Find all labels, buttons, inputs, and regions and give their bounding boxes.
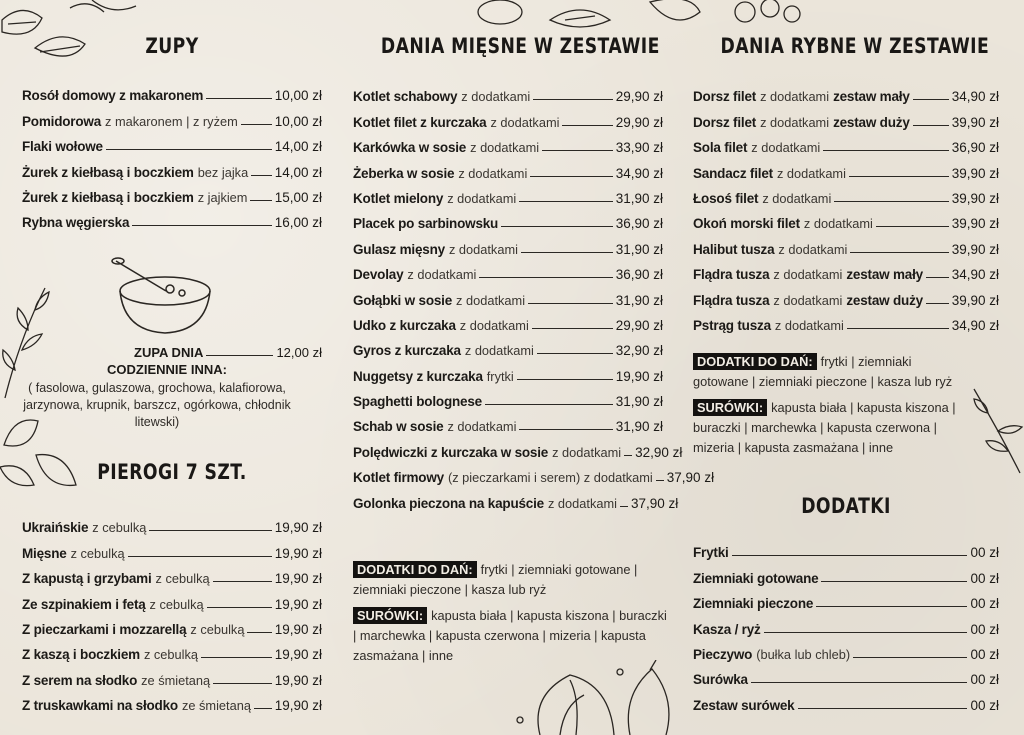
- item-note: z cebulką: [70, 545, 125, 561]
- item-note: z dodatkami: [774, 317, 844, 333]
- item-note: z dodatkami: [459, 317, 529, 333]
- item-price: 31,90 zł: [615, 190, 663, 206]
- item-note: z dodatkami: [751, 140, 821, 156]
- item-name: Flaki wołowe: [22, 139, 103, 155]
- item-name: Golonka pieczona na kapuście: [353, 495, 544, 511]
- menu-item-row: [693, 611, 999, 636]
- item-price: 31,90 zł: [615, 241, 663, 257]
- menu-item-row: [693, 155, 999, 180]
- menu-item-row: [353, 409, 663, 434]
- leader-line: [913, 99, 949, 100]
- leader-line: [562, 125, 612, 126]
- leader-line: [206, 355, 273, 356]
- leader-line: [132, 225, 271, 226]
- item-variant: zestaw duży: [833, 114, 910, 130]
- item-price: 19,90 zł: [274, 647, 322, 663]
- leader-line: [247, 632, 271, 633]
- item-note: ze śmietaną: [141, 672, 211, 688]
- item-price: 39,90 zł: [951, 165, 999, 181]
- menu-item-row: [693, 308, 999, 333]
- leader-line: [816, 606, 967, 607]
- item-name: Pomidorowa: [22, 113, 102, 129]
- item-price: 00 zł: [970, 621, 999, 637]
- item-note: z dodatkami: [803, 216, 873, 232]
- leader-line: [533, 99, 612, 100]
- item-note: z dodatkami: [552, 444, 622, 460]
- miesne-extras: [353, 560, 673, 666]
- item-note: z dodatkami: [448, 241, 518, 257]
- zupa-dnia-price: 12,00 zł: [276, 345, 322, 360]
- leader-line: [847, 328, 949, 329]
- leader-line: [821, 581, 967, 582]
- item-name: Flądra tusza: [693, 292, 770, 308]
- item-price: 31,90 zł: [615, 419, 663, 435]
- item-name: Schab w sosie: [353, 419, 444, 435]
- item-note: bez jajka: [197, 164, 249, 180]
- item-name: Gyros z kurczaka: [353, 343, 461, 359]
- item-note: z dodatkami: [762, 190, 832, 206]
- item-note: z dodatkami: [447, 419, 517, 435]
- dodatki-list: [693, 535, 999, 713]
- leader-line: [834, 201, 948, 202]
- menu-item-row: [693, 130, 999, 155]
- menu-item-row: [22, 535, 322, 560]
- leader-line: [501, 226, 613, 227]
- item-price: 19,90 zł: [274, 596, 322, 612]
- item-price: 19,90 zł: [274, 621, 322, 637]
- menu-item-row: [353, 130, 663, 155]
- item-note: z dodatkami: [456, 292, 526, 308]
- item-name: Gołąbki w sosie: [353, 292, 453, 308]
- menu-item-row: [22, 637, 322, 662]
- item-note: z dodatkami: [407, 267, 477, 283]
- leader-line: [751, 682, 968, 683]
- menu-item-row: [353, 384, 663, 409]
- item-price: 15,00 zł: [274, 189, 322, 205]
- menu-item-row: [22, 688, 322, 713]
- item-note: z dodatkami: [760, 114, 830, 130]
- leader-line: [537, 353, 613, 354]
- leader-line: [542, 150, 613, 151]
- item-name: Placek po sarbinowsku: [353, 216, 499, 232]
- cabbage-onion-sketch-icon: [510, 660, 680, 735]
- item-note: z cebulką: [190, 621, 245, 637]
- item-price: 31,90 zł: [615, 394, 663, 410]
- item-note: z dodatkami: [447, 190, 517, 206]
- item-price: 10,00 zł: [274, 113, 322, 129]
- menu-item-row: [693, 231, 999, 256]
- item-name: Łosoś filet: [693, 190, 759, 206]
- item-note: z cebulką: [92, 520, 147, 536]
- item-name: Okoń morski filet: [693, 216, 800, 232]
- leader-line: [106, 149, 272, 150]
- item-name: Z kapustą i grzybami: [22, 571, 152, 587]
- item-name: Rosół domowy z makaronem: [22, 88, 204, 104]
- item-price: 32,90 zł: [635, 444, 683, 460]
- menu-item-row: [353, 181, 663, 206]
- leader-line: [624, 455, 632, 456]
- item-note: z dodatkami: [773, 267, 843, 283]
- leader-line: [254, 708, 272, 709]
- item-note: z dodatkami: [778, 241, 848, 257]
- menu-item-row: [693, 282, 999, 307]
- item-price: 39,90 zł: [951, 190, 999, 206]
- menu-item-row: [693, 79, 999, 104]
- zupa-dnia-list: ( fasolowa, gulaszowa, grochowa, kalafiorowa, jarzynowa, krupnik, barszcz, ogórkowa, chłodnik litewski): [23, 381, 291, 429]
- item-name: Ukraińskie: [22, 520, 89, 536]
- menu-item-row: [353, 333, 663, 358]
- item-price: 39,90 zł: [951, 216, 999, 232]
- leader-line: [251, 175, 272, 176]
- item-price: 19,90 zł: [274, 571, 322, 587]
- item-price: 14,00 zł: [274, 164, 322, 180]
- item-price: 19,90 zł: [274, 672, 322, 688]
- leader-line: [798, 708, 968, 709]
- item-price: 32,90 zł: [615, 343, 663, 359]
- leader-line: [250, 200, 271, 201]
- menu-item-row: [22, 662, 322, 687]
- item-name: Sola filet: [693, 140, 748, 156]
- menu-item-row: [353, 308, 663, 333]
- leader-line: [519, 429, 612, 430]
- menu-item-row: [693, 560, 999, 585]
- item-name: Kotlet mielony: [353, 190, 444, 206]
- item-note: (bułka lub chleb): [756, 646, 851, 662]
- item-price: 39,90 zł: [951, 292, 999, 308]
- menu-item-row: [693, 257, 999, 282]
- item-name: Żurek z kiełbasą i boczkiem: [22, 189, 194, 205]
- item-name: Sandacz filet: [693, 165, 773, 181]
- pierogi-list: [22, 510, 322, 713]
- menu-item-row: [693, 637, 999, 662]
- herb-branch-right-icon: [970, 385, 1024, 475]
- section-title-rybne: DANIA RYBNE W ZESTAWIE: [720, 34, 990, 58]
- item-name: Żeberka w sosie: [353, 165, 455, 181]
- leader-line: [517, 379, 613, 380]
- menu-item-row: [22, 129, 322, 154]
- item-price: 00 zł: [970, 697, 999, 713]
- item-price: 34,90 zł: [951, 267, 999, 283]
- item-name: Zestaw surówek: [693, 697, 795, 713]
- menu-item-row: [22, 103, 322, 128]
- item-name: Pstrąg tusza: [693, 317, 771, 333]
- zupa-dnia-name: ZUPA DNIA: [134, 345, 204, 360]
- item-price: 37,90 zł: [630, 495, 679, 511]
- menu-item-row: [22, 78, 322, 103]
- item-note: z dodatkami: [773, 292, 843, 308]
- item-price: 36,90 zł: [615, 267, 663, 283]
- menu-item-row: [353, 282, 663, 307]
- leader-line: [213, 581, 272, 582]
- item-name: Ziemniaki pieczone: [693, 596, 814, 612]
- leader-line: [732, 555, 968, 556]
- menu-item-row: [353, 434, 683, 460]
- leader-line: [519, 201, 612, 202]
- item-price: 00 zł: [970, 646, 999, 662]
- item-name: Z kaszą i boczkiem: [22, 647, 140, 663]
- menu-item-row: [353, 460, 715, 486]
- zupa-dnia-block: [22, 345, 322, 431]
- item-note: z cebulką: [149, 596, 204, 612]
- item-price: 00 zł: [970, 545, 999, 561]
- menu-item-row: [693, 104, 999, 129]
- item-price: 16,00 zł: [274, 215, 322, 231]
- rybne-list: [693, 79, 999, 333]
- item-name: Dorsz filet: [693, 114, 757, 130]
- leader-line: [764, 632, 968, 633]
- leader-line: [530, 176, 612, 177]
- section-title-miesne: DANIA MIĘSNE W ZESTAWIE: [380, 34, 660, 58]
- leader-line: [201, 657, 272, 658]
- item-price: 14,00 zł: [274, 139, 322, 155]
- menu-item-row: [22, 154, 322, 179]
- item-price: 34,90 zł: [951, 89, 999, 105]
- item-name: Karkówka w sosie: [353, 140, 467, 156]
- leader-line: [926, 277, 949, 278]
- item-price: 31,90 zł: [615, 292, 663, 308]
- item-note: z dodatkami: [490, 114, 560, 130]
- leader-line: [913, 125, 949, 126]
- section-title-pierogi: PIEROGI 7 SZT.: [97, 460, 247, 484]
- item-price: 00 zł: [970, 570, 999, 586]
- item-name: Żurek z kiełbasą i boczkiem: [22, 164, 194, 180]
- item-name: Mięsne: [22, 545, 67, 561]
- item-name: Surówka: [693, 672, 748, 688]
- item-note: frytki: [486, 368, 514, 384]
- menu-item-row: [353, 358, 663, 383]
- leader-line: [521, 252, 613, 253]
- leader-line: [528, 303, 613, 304]
- leader-line: [532, 328, 613, 329]
- leader-line: [620, 506, 628, 507]
- item-price: 19,90 zł: [615, 368, 663, 384]
- item-name: Polędwiczki z kurczaka w sosie: [353, 444, 549, 460]
- section-title-dodatki: DODATKI: [801, 494, 891, 518]
- item-price: 39,90 zł: [951, 114, 999, 130]
- leader-line: [926, 303, 949, 304]
- item-name: Kasza / ryż: [693, 621, 761, 637]
- item-price: 34,90 zł: [615, 165, 663, 181]
- menu-item-row: [693, 535, 999, 560]
- rybne-extras: [693, 352, 968, 458]
- menu-item-row: [353, 231, 663, 256]
- item-name: Dorsz filet: [693, 89, 757, 105]
- item-price: 29,90 zł: [615, 114, 663, 130]
- surowki-tag: SURÓWKI:: [693, 399, 767, 416]
- item-name: Udko z kurczaka: [353, 317, 456, 333]
- item-note: z dodatkami: [458, 165, 528, 181]
- dodatki-text: frytki | ziemniaki gotowane | ziemniaki pieczone | kasza lub ryż: [693, 354, 953, 389]
- menu-item-row: [353, 79, 663, 104]
- leader-line: [207, 607, 272, 608]
- item-price: 29,90 zł: [615, 317, 663, 333]
- item-name: Frytki: [693, 545, 729, 561]
- item-price: 10,00 zł: [274, 88, 322, 104]
- item-note: ze śmietaną: [181, 698, 251, 714]
- item-note: z dodatkami: [760, 89, 830, 105]
- item-price: 39,90 zł: [951, 241, 999, 257]
- item-price: 19,90 zł: [274, 698, 322, 714]
- miesne-list: [353, 79, 715, 511]
- leader-line: [479, 277, 612, 278]
- menu-item-row: [693, 662, 999, 687]
- leader-line: [485, 404, 613, 405]
- item-price: 19,90 zł: [274, 520, 322, 536]
- item-note: z dodatkami: [470, 140, 540, 156]
- item-name: Ziemniaki gotowane: [693, 570, 819, 586]
- menu-item-row: [693, 206, 999, 231]
- menu-item-row: [353, 155, 663, 180]
- menu-item-row: [693, 586, 999, 611]
- item-variant: zestaw mały: [833, 89, 910, 105]
- item-price: 33,90 zł: [615, 140, 663, 156]
- item-price: 19,90 zł: [274, 545, 322, 561]
- item-note: z dodatkami: [464, 343, 534, 359]
- leader-line: [823, 150, 948, 151]
- leader-line: [149, 530, 271, 531]
- item-price: 29,90 zł: [615, 89, 663, 105]
- leader-line: [850, 252, 948, 253]
- item-name: Flądra tusza: [693, 267, 770, 283]
- item-note: z dodatkami: [461, 89, 531, 105]
- zupy-list: [22, 78, 322, 230]
- item-note: z cebulką: [143, 647, 199, 663]
- menu-item-row: [22, 561, 322, 586]
- item-name: Devolay: [353, 267, 404, 283]
- menu-item-row: [353, 104, 663, 129]
- item-name: Halibut tusza: [693, 241, 775, 257]
- item-name: Z truskawkami na słodko: [22, 698, 178, 714]
- item-variant: zestaw mały: [846, 267, 923, 283]
- leader-line: [206, 98, 271, 99]
- item-name: Gulasz mięsny: [353, 241, 445, 257]
- zupa-dnia-subtitle: CODZIENNIE INNA:: [107, 362, 227, 377]
- item-name: Ze szpinakiem i fetą: [22, 596, 146, 612]
- item-note: z makaronem | z ryżem: [105, 113, 238, 129]
- item-price: 00 zł: [970, 596, 999, 612]
- menu-item-row: [693, 687, 999, 712]
- item-note: z dodatkami: [776, 165, 846, 181]
- menu-item-row: [693, 181, 999, 206]
- leader-line: [876, 226, 949, 227]
- surowki-text: kapusta biała | kapusta kiszona | buraczki | marchewka | kapusta czerwona | mizeria | kapusta zasmażana | inne: [353, 608, 667, 663]
- menu-item-row: [353, 257, 663, 282]
- item-price: 34,90 zł: [951, 317, 999, 333]
- leader-line: [853, 657, 967, 658]
- dodatki-tag: DODATKI DO DAŃ:: [693, 353, 817, 370]
- soup-bowl-icon: [110, 255, 220, 340]
- item-variant: zestaw duży: [846, 292, 923, 308]
- item-price: 37,90 zł: [666, 470, 715, 486]
- item-name: Rybna węgierska: [22, 215, 130, 231]
- item-name: Kotlet schabowy: [353, 89, 458, 105]
- item-note: (z pieczarkami i serem) z dodatkami: [447, 470, 653, 486]
- dodatki-tag: DODATKI DO DAŃ:: [353, 561, 477, 578]
- menu-item-row: [22, 510, 322, 535]
- item-note: z cebulką: [155, 571, 210, 587]
- item-name: Kotlet filet z kurczaka: [353, 114, 487, 130]
- item-price: 00 zł: [970, 672, 999, 688]
- item-name: Pieczywo: [693, 646, 753, 662]
- dodatki-text: frytki | ziemniaki gotowane | ziemniaki pieczone | kasza lub ryż: [353, 562, 638, 597]
- item-name: Kotlet firmowy: [353, 470, 444, 486]
- item-note: z dodatkami: [547, 495, 617, 511]
- menu-item-row: [353, 206, 663, 231]
- item-name: Z pieczarkami i mozzarellą: [22, 621, 187, 637]
- menu-item-row: [22, 180, 322, 205]
- leader-line: [241, 124, 272, 125]
- menu-item-row: [22, 586, 322, 611]
- leader-line: [656, 480, 664, 481]
- leader-line: [213, 683, 272, 684]
- section-title-zupy: ZUPY: [145, 34, 199, 58]
- surowki-text: kapusta biała | kapusta kiszona | buraczki | marchewka | kapusta czerwona | mizeria | kapusta zasmażana | inne: [693, 400, 956, 455]
- leader-line: [128, 556, 272, 557]
- item-price: 36,90 zł: [951, 140, 999, 156]
- item-note: z jajkiem: [197, 189, 248, 205]
- item-name: Nuggetsy z kurczaka: [353, 368, 483, 384]
- item-price: 36,90 zł: [615, 216, 663, 232]
- item-name: Z serem na słodko: [22, 672, 138, 688]
- menu-item-row: [22, 205, 322, 230]
- menu-item-row: [353, 485, 679, 511]
- menu-item-row: [22, 612, 322, 637]
- leader-line: [849, 176, 949, 177]
- item-name: Spaghetti bolognese: [353, 394, 482, 410]
- surowki-tag: SURÓWKI:: [353, 607, 427, 624]
